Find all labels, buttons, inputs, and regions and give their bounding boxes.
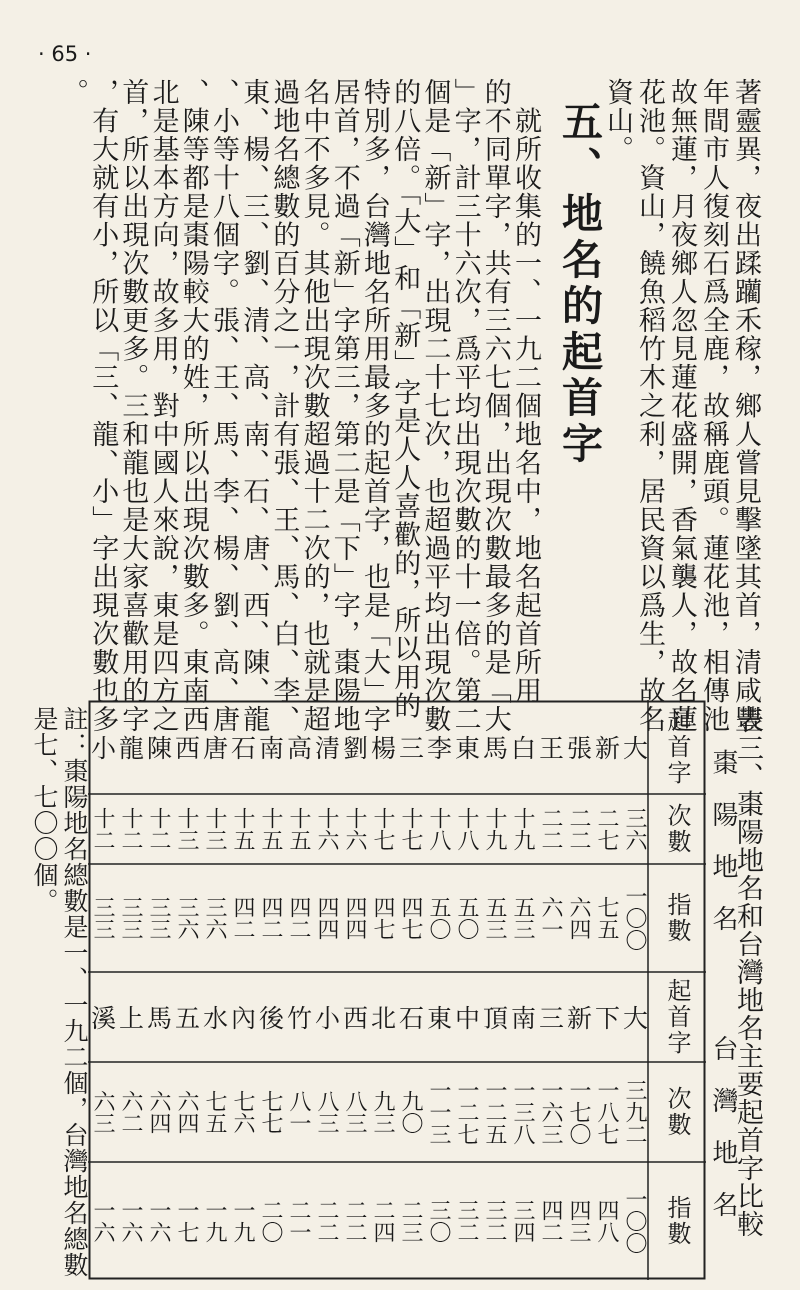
taiwan-char-cell: 南 xyxy=(507,1004,537,1030)
taiwan-index-cell: 一〇〇 xyxy=(622,1188,647,1254)
taiwan-char-cell: 下 xyxy=(591,1004,621,1030)
zaoyang-char-cell: 大 xyxy=(619,734,649,760)
taiwan-count-cell: 七七 xyxy=(258,1090,283,1134)
zaoyang-index-cell: 三六 xyxy=(174,896,199,940)
section-title: 五、地名的起首字 xyxy=(555,100,603,468)
taiwan-count-cell: 一一三 xyxy=(426,1079,451,1145)
taiwan-char-cell: 小 xyxy=(311,1004,341,1030)
zaoyang-char-cell: 南 xyxy=(255,734,285,760)
zaoyang-char-cell: 白 xyxy=(507,734,537,760)
section-text-column: 名中不多見。其他出現次數超過十二次的，也就是超 xyxy=(298,78,330,734)
zaoyang-group-label: 棗 陽 地 名 xyxy=(708,749,738,931)
taiwan-char-cell: 後 xyxy=(255,1004,285,1030)
taiwan-count-cell: 一二五 xyxy=(482,1079,507,1145)
section-text-column: ，有大就有小，所以「三、龍、小」字出現次數也多 xyxy=(87,78,119,734)
zaoyang-count-cell: 三六 xyxy=(622,807,647,851)
taiwan-char-cell: 東 xyxy=(423,1004,453,1030)
zaoyang-char-cell: 馬 xyxy=(479,734,509,760)
taiwan-count-cell: 九三 xyxy=(370,1090,395,1134)
taiwan-char-cell: 水 xyxy=(199,1004,229,1030)
table-header-char: 起首字 xyxy=(663,978,691,1056)
taiwan-count-cell: 一八七 xyxy=(594,1079,619,1145)
zaoyang-count-cell: 十二 xyxy=(90,807,115,851)
zaoyang-count-cell: 十八 xyxy=(426,807,451,851)
taiwan-count-cell: 一二七 xyxy=(454,1079,479,1145)
taiwan-index-cell: 四三 xyxy=(566,1199,591,1243)
zaoyang-index-cell: 七五 xyxy=(594,896,619,940)
section-text-column: 特別多，台灣地名所用最多的起首字，也是「大」字 xyxy=(359,78,390,734)
zaoyang-char-cell: 張 xyxy=(563,734,593,760)
zaoyang-count-cell: 十二 xyxy=(118,807,143,851)
zaoyang-count-cell: 十五 xyxy=(230,807,255,851)
zaoyang-index-cell: 四二 xyxy=(286,896,311,940)
taiwan-index-cell: 一六 xyxy=(90,1199,115,1243)
zaoyang-char-cell: 三 xyxy=(395,734,425,760)
taiwan-count-cell: 一七〇 xyxy=(566,1079,591,1145)
taiwan-count-cell: 一六三 xyxy=(538,1079,563,1145)
section-text-column: 首，所以出現次數更多。三和龍也是大家喜歡用的字 xyxy=(117,78,149,734)
taiwan-index-cell: 三二 xyxy=(454,1199,479,1243)
zaoyang-count-cell: 十七 xyxy=(398,807,423,851)
zaoyang-index-cell: 三三 xyxy=(146,896,171,940)
zaoyang-char-cell: 李 xyxy=(423,734,453,760)
table-note xyxy=(32,706,92,1276)
taiwan-index-cell: 一九 xyxy=(202,1199,227,1243)
table-header-index: 指數 xyxy=(663,892,691,944)
taiwan-char-cell: 五 xyxy=(171,1004,201,1030)
zaoyang-index-cell: 五三 xyxy=(482,896,507,940)
zaoyang-char-cell: 劉 xyxy=(339,734,369,760)
taiwan-count-cell: 九〇 xyxy=(398,1090,423,1134)
zaoyang-count-cell: 二二 xyxy=(566,807,591,851)
body-text-column: 故無蓮，月夜鄉人忽見蓮花盛開，香氣襲人，故名蓮 xyxy=(666,78,697,734)
comparison-table xyxy=(88,700,706,1280)
zaoyang-index-cell: 五〇 xyxy=(426,896,451,940)
zaoyang-char-cell: 王 xyxy=(535,734,565,760)
section-text-column: 。 xyxy=(57,78,88,107)
taiwan-count-cell: 八三 xyxy=(342,1090,367,1134)
taiwan-char-cell: 三 xyxy=(535,1004,565,1030)
zaoyang-index-cell: 四四 xyxy=(342,896,367,940)
taiwan-char-cell: 大 xyxy=(619,1004,649,1030)
zaoyang-index-cell: 四七 xyxy=(398,896,423,940)
zaoyang-index-cell: 三三 xyxy=(90,896,115,940)
taiwan-index-cell: 一六 xyxy=(118,1199,143,1243)
taiwan-char-cell: 馬 xyxy=(143,1004,173,1030)
section-text-column: 就所收集的一、一九二個地名中，地名起首所用 xyxy=(510,78,541,705)
taiwan-index-cell: 二二 xyxy=(342,1199,367,1243)
taiwan-count-cell: 一三八 xyxy=(510,1079,535,1145)
body-text-column: 資山。 xyxy=(602,78,633,164)
zaoyang-index-cell: 三三 xyxy=(118,896,143,940)
taiwan-count-cell: 七五 xyxy=(202,1090,227,1134)
zaoyang-char-cell: 唐 xyxy=(199,734,229,760)
zaoyang-char-cell: 西 xyxy=(171,734,201,760)
zaoyang-char-cell: 楊 xyxy=(367,734,397,760)
zaoyang-index-cell: 四二 xyxy=(230,896,255,940)
taiwan-char-cell: 內 xyxy=(227,1004,257,1030)
zaoyang-char-cell: 高 xyxy=(283,734,313,760)
zaoyang-count-cell: 十三 xyxy=(174,807,199,851)
zaoyang-index-cell: 一〇〇 xyxy=(622,885,647,951)
note-column: 是七、七〇〇個。 xyxy=(30,706,59,914)
zaoyang-index-cell: 四四 xyxy=(314,896,339,940)
table-header-index: 指數 xyxy=(663,1195,691,1247)
taiwan-index-cell: 一九 xyxy=(230,1199,255,1243)
taiwan-count-cell: 六三 xyxy=(90,1090,115,1134)
taiwan-index-cell: 二三 xyxy=(398,1199,423,1243)
taiwan-count-cell: 七六 xyxy=(230,1090,255,1134)
taiwan-char-cell: 頂 xyxy=(479,1004,509,1030)
taiwan-index-cell: 三四 xyxy=(510,1199,535,1243)
taiwan-count-cell: 六二 xyxy=(118,1090,143,1134)
taiwan-count-cell: 六四 xyxy=(146,1090,171,1134)
taiwan-index-cell: 三二 xyxy=(482,1199,507,1243)
zaoyang-count-cell: 十五 xyxy=(258,807,283,851)
taiwan-char-cell: 竹 xyxy=(283,1004,313,1030)
taiwan-count-cell: 八一 xyxy=(286,1090,311,1134)
taiwan-index-cell: 二〇 xyxy=(258,1199,283,1243)
zaoyang-index-cell: 六一 xyxy=(538,896,563,940)
taiwan-index-cell: 二二 xyxy=(314,1199,339,1243)
taiwan-index-cell: 四二 xyxy=(538,1199,563,1243)
taiwan-index-cell: 三〇 xyxy=(426,1199,451,1243)
zaoyang-char-cell: 新 xyxy=(591,734,621,760)
zaoyang-count-cell: 十五 xyxy=(286,807,311,851)
zaoyang-char-cell: 石 xyxy=(227,734,257,760)
zaoyang-count-cell: 十八 xyxy=(454,807,479,851)
zaoyang-index-cell: 五三 xyxy=(510,896,535,940)
taiwan-count-cell: 八三 xyxy=(314,1090,339,1134)
body-text-column: 著靈異，夜出蹂躪禾稼，鄉人嘗見擊墜其首，清咸豐 xyxy=(730,78,761,734)
section-text-column: 的不同單字，共有三六七個，出現次數最多的是「大 xyxy=(479,78,511,734)
taiwan-group-label: 台 灣 地 名 xyxy=(708,1035,738,1217)
section-text-column: 居首，不過「新」字第三，第二是「下」字，棗陽地 xyxy=(328,78,360,734)
zaoyang-char-cell: 龍 xyxy=(115,734,145,760)
taiwan-index-cell: 二一 xyxy=(286,1199,311,1243)
taiwan-char-cell: 中 xyxy=(451,1004,481,1030)
taiwan-count-cell: 六四 xyxy=(174,1090,199,1134)
zaoyang-count-cell: 十九 xyxy=(482,807,507,851)
table-header-count: 次數 xyxy=(663,1086,691,1138)
page-number: · 65 · xyxy=(38,42,92,66)
zaoyang-count-cell: 十三 xyxy=(202,807,227,851)
taiwan-index-cell: 一六 xyxy=(146,1199,171,1243)
taiwan-count-cell: 三九二 xyxy=(622,1079,647,1145)
taiwan-char-cell: 石 xyxy=(395,1004,425,1030)
section-text-column: 的八倍。「大」和「新」字是人人喜歡的，所以用的 xyxy=(389,78,421,720)
zaoyang-index-cell: 三六 xyxy=(202,896,227,940)
zaoyang-index-cell: 四二 xyxy=(258,896,283,940)
zaoyang-count-cell: 十七 xyxy=(370,807,395,851)
section-text-column: 北是基本方向，故多用，對中國人來說，東是四方之 xyxy=(147,78,179,734)
taiwan-char-cell: 溪 xyxy=(87,1004,117,1030)
body-text-column: 年間市人復刻石爲全鹿，故稱鹿頭。蓮花池，相傳池 xyxy=(698,78,729,734)
zaoyang-char-cell: 清 xyxy=(311,734,341,760)
taiwan-char-cell: 上 xyxy=(115,1004,145,1030)
zaoyang-index-cell: 五〇 xyxy=(454,896,479,940)
zaoyang-count-cell: 十六 xyxy=(342,807,367,851)
section-text-column: 過地名總數的百分之一，計有張、王、馬、白、李、 xyxy=(268,78,300,734)
section-text-column: 、陳等都是棗陽較大的姓，所以出現次數多。東南西 xyxy=(177,78,209,734)
taiwan-char-cell: 北 xyxy=(367,1004,397,1030)
taiwan-index-cell: 一七 xyxy=(174,1199,199,1243)
zaoyang-index-cell: 四七 xyxy=(370,896,395,940)
section-text-column: 個是「新」字，出現二十七次，也超過平均出現次數 xyxy=(419,78,451,734)
taiwan-index-cell: 二四 xyxy=(370,1199,395,1243)
zaoyang-count-cell: 十二 xyxy=(146,807,171,851)
taiwan-char-cell: 新 xyxy=(563,1004,593,1030)
taiwan-char-cell: 西 xyxy=(339,1004,369,1030)
table-caption: 表三、棗陽地名和台灣地名主要起首字比較 xyxy=(732,706,763,1238)
section-text-column: 東、楊、三、劉、清、高、南、石、唐、西、陳、龍 xyxy=(238,78,270,734)
zaoyang-count-cell: 十九 xyxy=(510,807,535,851)
body-text-column: 花池。資山，饒魚稻竹木之利，居民資以爲生，故名 xyxy=(634,78,665,734)
table-header-count: 次數 xyxy=(663,803,691,855)
zaoyang-count-cell: 二七 xyxy=(594,807,619,851)
zaoyang-char-cell: 陳 xyxy=(143,734,173,760)
zaoyang-index-cell: 六四 xyxy=(566,896,591,940)
note-column: 註：棗陽地名總數是一、一九二個，台灣地名總數 xyxy=(60,706,89,1278)
table-header-char: 起首字 xyxy=(663,708,691,786)
section-text-column: 」字，計三十六次，爲平均出現次數的十一倍。第二 xyxy=(449,78,481,734)
zaoyang-char-cell: 小 xyxy=(87,734,117,760)
zaoyang-count-cell: 十六 xyxy=(314,807,339,851)
section-text-column: 、小等十八個字。張、王、馬、李、楊、劉、高、唐 xyxy=(208,78,239,734)
zaoyang-char-cell: 東 xyxy=(451,734,481,760)
taiwan-index-cell: 四八 xyxy=(594,1199,619,1243)
zaoyang-count-cell: 二二 xyxy=(538,807,563,851)
